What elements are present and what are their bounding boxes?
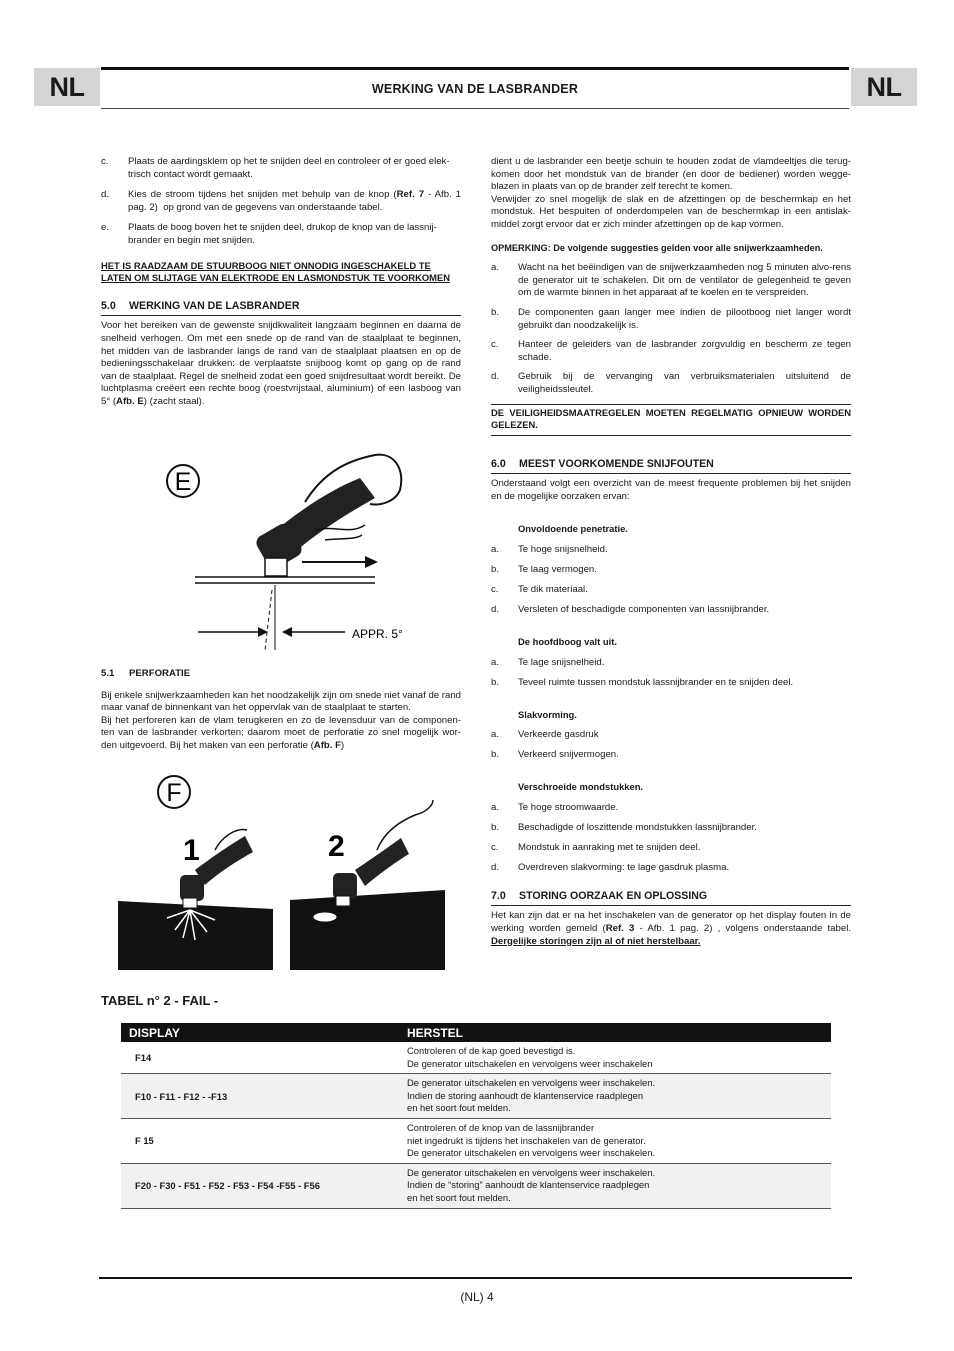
figure-f-label: F <box>166 779 182 807</box>
left-column <box>101 156 461 409</box>
fault-cause-item <box>491 657 851 677</box>
note-text: Wacht na het beëindigen van de snijwerkzaamheden nog 5 minuten alvo-rens de generator uit te schakelen. Dit om de ventilator de gelegenheid te geven om de warmte binnen in het apparaat af te koelen en te verspreiden. <box>518 262 851 299</box>
cause-text: Verkeerd snijvermogen. <box>518 749 619 761</box>
step-item <box>101 189 461 214</box>
step-item <box>101 156 461 181</box>
fault-cause-item <box>491 604 851 624</box>
figure-e-cutting-angle <box>150 440 450 655</box>
left-column-lower <box>101 668 461 753</box>
section-5-1-text: Bij enkele snijwerkzaamheden kan het noodzakelijk zijn om snede niet vanaf de rand maar vanaf de binnenkant van het oppervlak van de staalplaat te starten. Bij het perforeren kan de vlam terugkeren en zo de levensduur van de componen-ten van de lasbrander verkorten; daarom moet de perforatie zo snel mogelijk wor-den uitgevoerd. Bij het maken van een perforatie (Afb. F) <box>101 689 461 751</box>
cause-letter: c. <box>491 841 499 853</box>
angle-label: APPR. 5° <box>352 627 403 641</box>
fault-group-title: De hoofdboog valt uit. <box>518 636 617 648</box>
fault-cause-item <box>491 729 851 749</box>
cause-text: Te lage snijsnelheid. <box>518 656 605 668</box>
cause-letter: d. <box>491 604 500 616</box>
cause-text: Te hoge stroomwaarde. <box>518 801 619 813</box>
footer-rule <box>99 1277 852 1279</box>
section-5-text: Voor het bereiken van de gewenste snijdkwaliteit langzaam beginnen en daarna de snelheid verhogen. Om met een snede op de rand van de staalplaat te beginnen, het midden van de lasbrander langs de rand van de staalplaat plaatsen en op de bedieningsschakelaar drukken: de verplaatste snijboog komt op gang op de rand van de staalplaat. Regel de snelheid zodat een goed snijdresultaat wordt bereikt. De luchtplasma creëert een rechte boog (roestvrijstaal, aluminium) of een lasboog van 5° (Afb. E) (zacht staal). <box>101 320 461 407</box>
cause-letter: b. <box>491 676 500 688</box>
step-1-number: 1 <box>183 834 200 867</box>
fault-groups <box>491 523 851 881</box>
cause-text: Versleten of beschadigde componenten van lassnijbrander. <box>518 604 770 616</box>
section-6-heading <box>491 458 851 475</box>
section-5-1-heading <box>101 668 461 684</box>
cause-letter: b. <box>491 564 500 576</box>
fail-table <box>121 1023 831 1209</box>
note-text: De componenten gaan langer mee indien de pilootboog niet langer wordt gebruikt dan noodzakelijk is. <box>518 306 851 331</box>
table-row <box>121 1119 831 1164</box>
fault-cause-item <box>491 544 851 564</box>
note-letter: c. <box>491 339 499 351</box>
page-title-text: WERKING VAN DE LASBRANDER <box>371 82 579 96</box>
fault-cause-item <box>491 802 851 822</box>
step-2-hole <box>313 912 337 922</box>
cause-text: Teveel ruimte tussen mondstuk lassnijbrander en te snijden deel. <box>518 676 794 688</box>
display-code: F10 - F11 - F12 - -F13 <box>135 1090 228 1102</box>
step-2-plate <box>290 890 445 970</box>
step-letter: c. <box>101 156 109 167</box>
language-badge-right: NL <box>851 68 917 106</box>
section-title: PERFORATIE <box>129 668 191 679</box>
fault-cause-item <box>491 564 851 584</box>
fault-cause-item <box>491 842 851 862</box>
fault-group-title: Onvoldoende penetratie. <box>518 523 628 535</box>
step-2-number: 2 <box>328 830 345 863</box>
cut-angle-line <box>265 590 272 650</box>
remedy-text: Controleren of de kap goed bevestigd is. De generator uitschakelen en vervolgens weer inschakelen <box>407 1045 653 1069</box>
remedy-text: De generator uitschakelen en vervolgens weer inschakelen. Indien de storing aanhoudt de klantenservice raadplegen en het soort fout melden. <box>407 1077 656 1114</box>
warning-text: HET IS RAADZAAM DE STUURBOOG NIET ONNODIG INGESCHAKELD TE LATEN OM SLIJTAGE VAN ELEKTRODE EN LASMONDSTUK TE VOORKOMEN <box>101 259 450 284</box>
display-code: F20 - F30 - F51 - F52 - F53 - F54 -F55 - F56 <box>135 1180 320 1192</box>
fault-cause-item <box>491 862 851 882</box>
cause-letter: c. <box>491 584 499 596</box>
cause-letter: a. <box>491 729 500 741</box>
column-header-display: DISPLAY <box>129 1025 180 1040</box>
note-item <box>491 262 851 300</box>
figure-e-label: E <box>174 468 192 496</box>
step-item <box>101 222 461 247</box>
step-text: Kies de stroom tijdens het snijden met behulp van de knop (Ref. 7 - Afb. 1 pag. 2) op grond van de gegevens van onderstaande tabel. <box>128 189 461 213</box>
step-letter: e. <box>101 222 110 234</box>
step-2-nozzle <box>336 896 350 906</box>
cause-letter: a. <box>491 801 500 813</box>
step-letter: d. <box>101 189 110 201</box>
display-code: F14 <box>135 1052 152 1064</box>
page-title <box>101 67 849 109</box>
cause-text: Te dik materiaal. <box>518 584 588 596</box>
remedy-text: De generator uitschakelen en vervolgens weer inschakelen. Indien de “storing” aanhoudt de klantenservice raadplegen en het soort fout melden. <box>407 1166 656 1203</box>
table-title: TABEL n° 2 - FAIL - <box>101 993 219 1008</box>
cause-text: Mondstuk in aanraking met te snijden deel. <box>518 841 701 853</box>
table-row <box>121 1164 831 1209</box>
section-title: WERKING VAN DE LASBRANDER <box>129 299 300 312</box>
step-2-hand <box>377 800 433 850</box>
fault-cause-item <box>491 749 851 769</box>
right-column <box>491 156 851 948</box>
section-number: 6.0 <box>491 457 506 470</box>
fault-group-title: Verschroeide mondstukken. <box>518 781 644 793</box>
section-title: STORING OORZAAK EN OPLOSSING <box>519 889 708 902</box>
note-letter: a. <box>491 262 500 274</box>
step-text: Plaats de boog boven het te snijden deel, drukop de knop van de lassnij- brander en begin met snijden. <box>128 222 437 246</box>
table-row <box>121 1074 831 1119</box>
step-1-torch-head <box>180 875 204 901</box>
step-1-torch-handle <box>195 836 253 885</box>
step-1-plate <box>118 900 273 970</box>
cause-text: Te laag vermogen. <box>518 564 597 576</box>
cause-text: Beschadigde of loszittende mondstukken lassnijbrander. <box>518 821 757 833</box>
section-7-text: Het kan zijn dat er na het inschakelen van de generator op het display fouten in de werking worden gemeld (Ref. 3 - Afb. 1 pag. 2) , volgens onderstaande tabel. Dergelijke storingen zijn al of niet herstelbaar. <box>491 910 851 947</box>
cause-letter: d. <box>491 861 500 873</box>
left-step-list <box>101 156 461 248</box>
step-2-torch-head <box>333 873 357 899</box>
note-list <box>491 262 851 396</box>
angle-right-arrow-head <box>282 627 292 637</box>
figure-f-perforation <box>115 770 455 975</box>
section-number: 5.0 <box>101 299 116 312</box>
note-item <box>491 339 851 364</box>
section-7-heading <box>491 890 851 907</box>
section-5-heading <box>101 300 461 317</box>
cause-text: Verkeerde gasdruk <box>518 729 599 741</box>
note-text: Hanteer de geleiders van de lasbrander zorgvuldig en bescherm ze tegen schade. <box>518 339 851 363</box>
cause-letter: b. <box>491 821 500 833</box>
cause-text: Overdreven slakvorming: te lage gasdruk plasma. <box>518 861 730 873</box>
note-item <box>491 307 851 332</box>
direction-arrow-head <box>365 556 378 568</box>
safety-notice: DE VEILIGHEIDSMAATREGELEN MOETEN REGELMATIG OPNIEUW WORDEN GELEZEN. <box>491 404 851 436</box>
column-header-herstel: HERSTEL <box>407 1025 464 1040</box>
display-code: F 15 <box>135 1135 154 1147</box>
step-text: Plaats de aardingsklem op het te snijden deel en controleer of er goed elek- trisch contact wordt gemaakt. <box>128 156 450 180</box>
language-badge-left: NL <box>34 68 100 106</box>
cause-letter: a. <box>491 656 500 668</box>
page-number: (NL) 4 <box>460 1290 494 1304</box>
fault-cause-item <box>491 584 851 604</box>
note-heading: OPMERKING: De volgende suggesties gelden voor alle snijwerkzaamheden. <box>491 242 823 253</box>
fault-group-title: Slakvorming. <box>518 708 577 720</box>
table-body <box>121 1042 831 1209</box>
table-header <box>121 1023 831 1042</box>
cause-letter: a. <box>491 544 500 556</box>
cause-letter: b. <box>491 749 500 761</box>
section-number: 7.0 <box>491 889 506 902</box>
note-text: Gebruik bij de vervanging van verbruiksmaterialen uitsluitend de veiligheidssleutel. <box>518 371 851 395</box>
step-1-nozzle <box>183 898 197 908</box>
note-item <box>491 371 851 396</box>
torch-nozzle <box>265 558 287 576</box>
section-6-text: Onderstaand volgt een overzicht van de meest frequente problemen bij het snijden en de mogelijke oorzaken ervan: <box>491 478 851 502</box>
section-number: 5.1 <box>101 668 115 679</box>
cause-text: Te hoge snijsnelheid. <box>518 544 608 556</box>
fault-cause-item <box>491 822 851 842</box>
right-intro-text: dient u de lasbrander een beetje schuin te houden zodat de vlamdeeltjes die terug-komen door het mondstuk van de brander (en door de bediener) worden wegge-blazen in plaats van op de brander zelf terecht te komen. Verwijder zo snel mogelijk de slak en de afzettingen op de beschermkap en het mondstuk. Het bespuiten of onderdompelen van de beschermkap in een antislak-middel zorgt ervoor dat er zich minder afzettingen op de kap vormen. <box>491 156 851 230</box>
table-row <box>121 1042 831 1074</box>
remedy-text: Controleren of de knop van de lassnijbrander niet ingedrukt is tijdens het inschakelen van de generator. De generator uitschakelen en vervolgens weer inschakelen. <box>407 1121 656 1159</box>
note-letter: b. <box>491 306 500 318</box>
section-title: MEEST VOORKOMENDE SNIJFOUTEN <box>519 457 714 470</box>
step-2-torch-handle <box>355 838 409 886</box>
fault-cause-item <box>491 677 851 697</box>
note-letter: d. <box>491 371 500 383</box>
